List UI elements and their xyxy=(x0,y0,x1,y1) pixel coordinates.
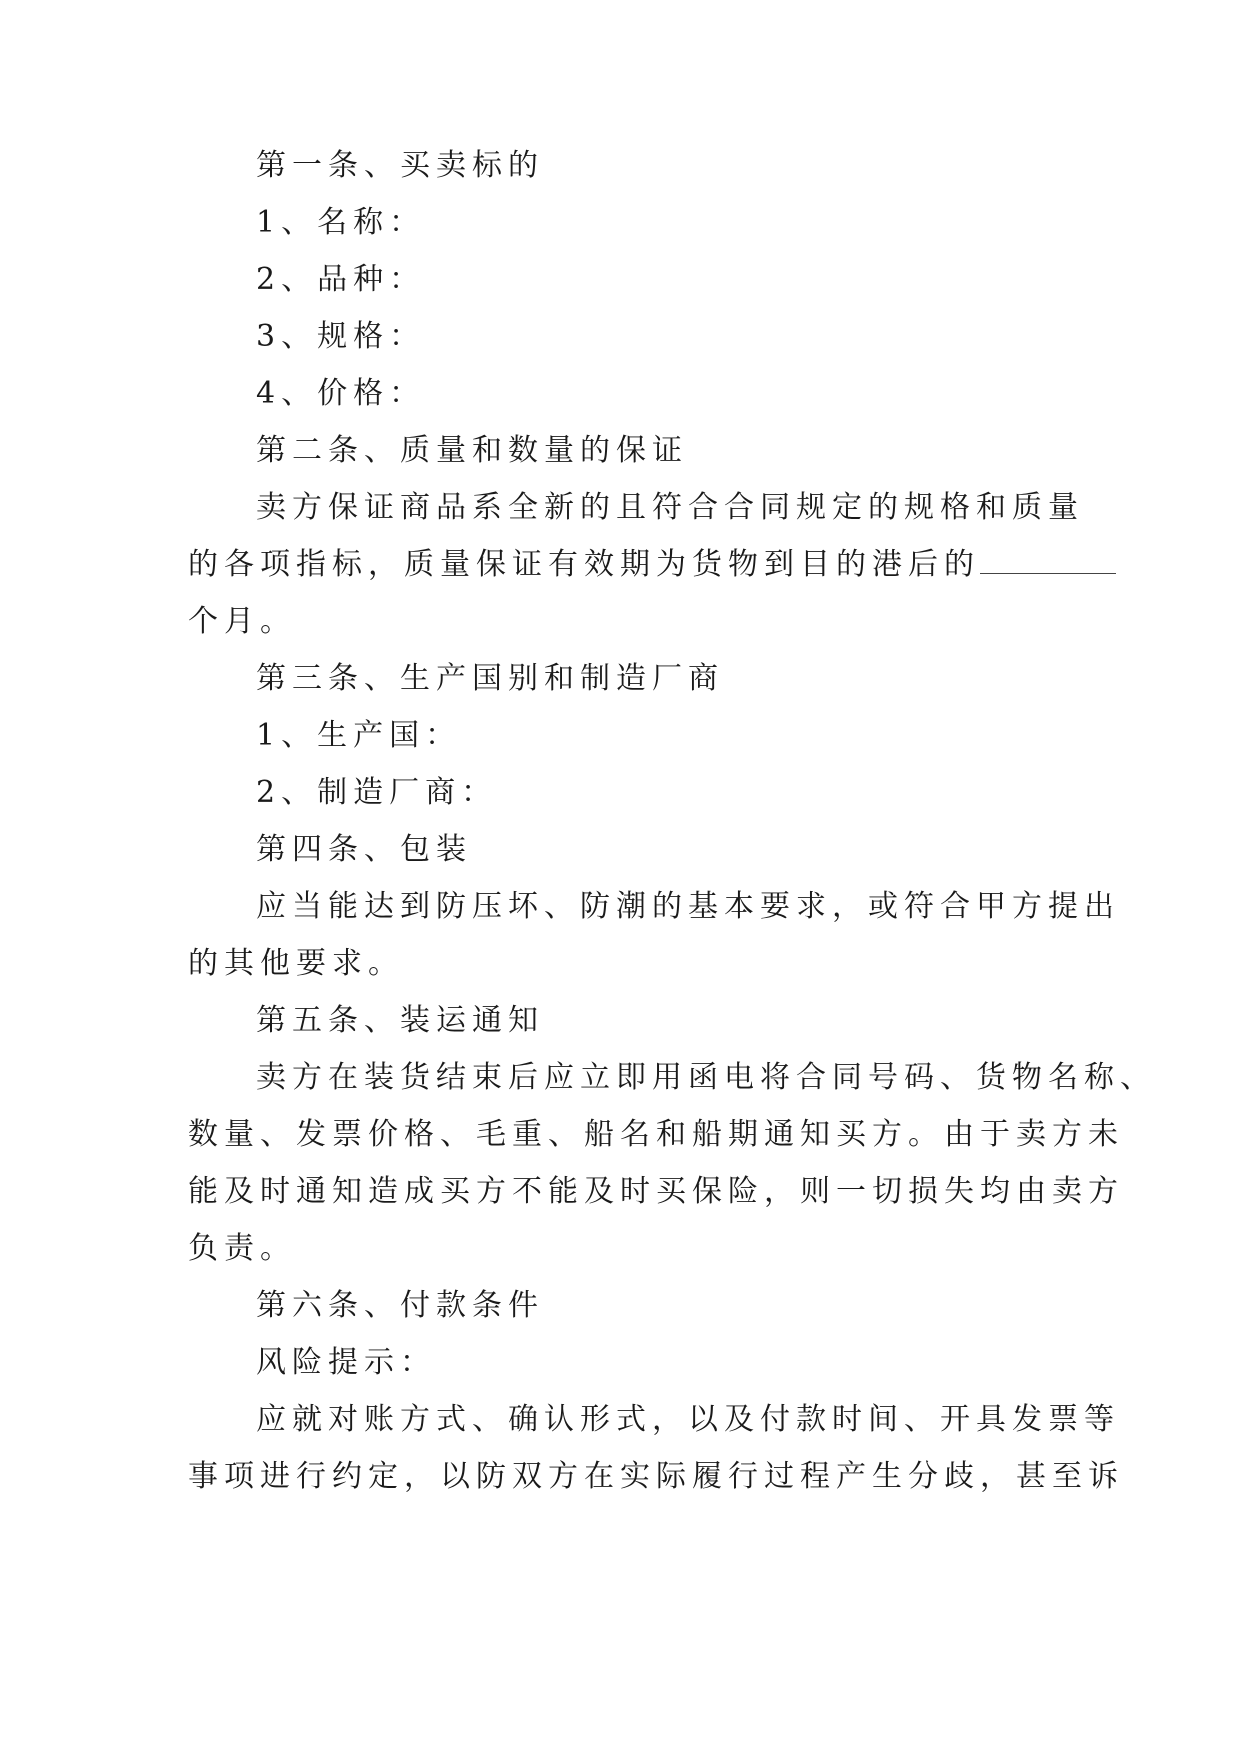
article-5-para-line-2: 数量、发票价格、毛重、船名和船期通知买方。由于卖方未 xyxy=(188,1117,1124,1152)
article-2-para-line-2 xyxy=(188,545,1058,585)
article-6-heading: 第六条、付款条件 xyxy=(256,1288,544,1323)
item-name: 1、名称： xyxy=(256,205,426,240)
article-2-para-line-2-text: 的各项指标，质量保证有效期为货物到目的港后的 xyxy=(188,547,980,582)
risk-tip-para-line-2: 事项进行约定，以防双方在实际履行过程产生分歧，甚至诉 xyxy=(188,1459,1124,1494)
article-3-heading: 第三条、生产国别和制造厂商 xyxy=(256,661,724,696)
article-5-para-line-4: 负责。 xyxy=(188,1231,296,1266)
article-2-heading: 第二条、质量和数量的保证 xyxy=(256,433,688,468)
item-spec: 3、规格： xyxy=(256,319,426,354)
article-1-heading: 第一条、买卖标的 xyxy=(256,148,544,183)
article-4-para-line-1: 应当能达到防压坏、防潮的基本要求，或符合甲方提出 xyxy=(256,889,1120,924)
article-5-para-line-1: 卖方在装货结束后应立即用函电将合同号码、货物名称、 xyxy=(256,1060,1156,1095)
risk-tip-label: 风险提示： xyxy=(256,1345,436,1380)
article-2-para-line-1: 卖方保证商品系全新的且符合合同规定的规格和质量 xyxy=(256,490,1084,525)
article-5-heading: 第五条、装运通知 xyxy=(256,1003,544,1038)
item-price: 4、价格： xyxy=(256,376,426,411)
article-4-para-line-2: 的其他要求。 xyxy=(188,946,404,981)
article-4-heading: 第四条、包装 xyxy=(256,832,472,867)
article-5-para-line-3: 能及时通知造成买方不能及时买保险，则一切损失均由卖方 xyxy=(188,1174,1124,1209)
item-country: 1、生产国： xyxy=(256,718,462,753)
blank-underline xyxy=(980,545,1116,574)
item-manufacturer: 2、制造厂商： xyxy=(256,775,498,810)
article-2-para-line-3: 个月。 xyxy=(188,604,296,639)
risk-tip-para-line-1: 应就对账方式、确认形式，以及付款时间、开具发票等 xyxy=(256,1402,1120,1437)
item-variety: 2、品种： xyxy=(256,262,426,297)
